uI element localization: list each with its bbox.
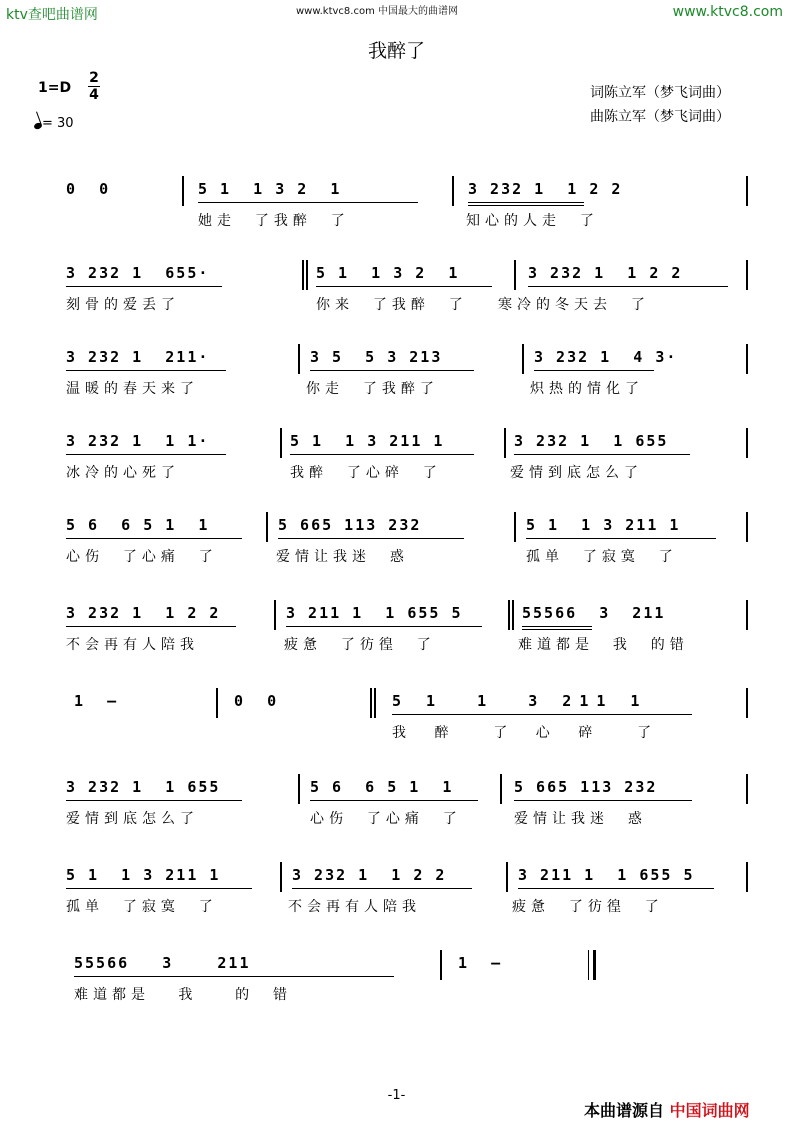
measure-notes: 0 0 [66,180,111,198]
measure-notes: 3 211 1 1 655 5 [518,866,695,884]
measure-lyrics: 爱情到底怎么了 [510,465,643,481]
site-url-right: www.ktvc8.com [672,4,783,20]
beam-line [522,629,592,630]
measure-notes: 5 1 1 3 211 1 [290,432,445,450]
final-bar-line [588,950,596,980]
measure-notes: 5 6 6 5 1 1 [310,778,454,796]
source-label: 本曲谱源自 [584,1101,665,1120]
beam-line [316,286,492,287]
repeat-bar-line [306,260,308,290]
bar-line [216,688,218,718]
measure-notes: 3 5 5 3 213 [310,348,443,366]
beam-line [534,370,654,371]
measure-lyrics: 她走 了我醉 了 [198,213,350,229]
bar-line [440,950,442,980]
measure-lyrics: 爱情到底怎么了 [66,811,199,827]
beam-line [66,626,236,627]
measure-notes: 3 232 1 1 2 2 [528,264,683,282]
beam-line [468,205,584,206]
beam-line [278,538,464,539]
measure-lyrics: 难道都是 我 的 错 [74,987,293,1003]
measure-notes: 3 232 1 1 1· [66,432,210,450]
beam-line [528,286,728,287]
measure-notes: 3 232 1 1 2 2 [468,180,623,198]
beam-line [66,286,222,287]
measure-notes: 1 – [458,954,503,972]
measure-notes: 3 232 1 655· [66,264,210,282]
measure-lyrics: 疲惫 了彷徨 了 [512,899,664,915]
bar-line [274,600,276,630]
bar-line [746,260,748,290]
beam-line [468,202,584,203]
measure-lyrics: 刻骨的爱丢了 [66,297,180,313]
bar-line [298,774,300,804]
bar-line [182,176,184,206]
beam-line [526,538,716,539]
measure-notes: 5 665 113 232 [278,516,422,534]
measure-lyrics: 不会再有人陪我 [288,899,421,915]
song-title: 我醉了 [367,40,425,62]
beam-line [290,454,474,455]
measure-notes: 0 0 [234,692,279,710]
bar-line [746,774,748,804]
beam-line [66,370,226,371]
bar-line [500,774,502,804]
beam-line [514,800,692,801]
tempo-marking [34,116,74,131]
beam-line [514,454,690,455]
measure-notes: 5 1 1 3 211 1 [66,866,221,884]
lyricist-credit: 词陈立军（梦飞词曲） [590,85,730,101]
measure-notes: 55566 3 211 [522,604,666,622]
measure-lyrics: 心伤 了心痛 了 [66,549,218,565]
measure-lyrics: 知心的人走 了 [466,213,599,229]
bar-line [746,600,748,630]
measure-lyrics: 我醉 了心碎 了 [290,465,442,481]
beam-line [66,888,252,889]
time-signature-bottom: 4 [89,87,99,103]
measure-lyrics: 爱情让我迷 惑 [276,549,409,565]
bar-line [746,176,748,206]
measure-lyrics: 冰冷的心死了 [66,465,180,481]
bar-line [506,862,508,892]
measure-notes: 3 211 1 1 655 5 [286,604,463,622]
measure-notes: 5 1 1 3 2 1 [316,264,460,282]
measure-lyrics: 爱情让我迷 惑 [514,811,647,827]
key-signature: 1=D [38,80,72,96]
site-url-center: www.ktvc8.com 中国最大的曲谱网 [296,6,459,17]
beam-line [392,714,692,715]
measure-lyrics: 孤单 了寂寞 了 [66,899,218,915]
time-signature-top: 2 [89,70,99,86]
measure-lyrics: 心伤 了心痛 了 [310,811,462,827]
bar-line [522,344,524,374]
bar-line [746,512,748,542]
bar-line [746,688,748,718]
bar-line [514,260,516,290]
measure-lyrics: 温暖的春天来了 [66,381,199,397]
bar-line [504,428,506,458]
beam-line [310,800,478,801]
beam-line [310,370,474,371]
measure-notes: 5 6 6 5 1 1 [66,516,210,534]
measure-notes: 5 1 1 3 211 1 [392,692,648,710]
bar-line [280,862,282,892]
measure-notes: 1 – [74,692,119,710]
bar-line [746,862,748,892]
beam-line [518,888,714,889]
beam-line [292,888,472,889]
bar-line [512,600,514,630]
measure-lyrics: 你来 了我醉 了 [316,297,468,313]
time-signature [86,70,102,103]
beam-line [198,202,418,203]
bar-line [280,428,282,458]
page-number: -1- [387,1088,406,1103]
measure-lyrics: 寒冷的冬天去 了 [498,297,650,313]
measure-lyrics: 难道都是 我 的错 [518,637,689,653]
measure-notes: 5 665 113 232 [514,778,658,796]
measure-notes: 55566 3 211 [74,954,251,972]
measure-lyrics: 我 醉 了 心 碎 了 [392,725,664,741]
bar-line [746,344,748,374]
measure-lyrics: 炽热的情化了 [530,381,644,397]
source-site-name: 中国词曲网 [669,1101,750,1120]
tempo-value: = 30 [42,116,74,131]
measure-notes: 5 1 1 3 211 1 [526,516,681,534]
beam-line [66,538,242,539]
beam-line [66,454,226,455]
beam-line [522,626,592,627]
measure-notes: 3 232 1 1 655 [514,432,669,450]
measure-notes: 3 232 1 1 2 2 [66,604,221,622]
measure-notes: 3 232 1 1 2 2 [292,866,447,884]
site-logo-left: ktv查吧曲谱网 [6,7,98,23]
measure-lyrics: 你走 了我醉了 [306,381,439,397]
bar-line [746,428,748,458]
bar-line [298,344,300,374]
measure-notes: 5 1 1 3 2 1 [198,180,342,198]
measure-lyrics: 孤单 了寂寞 了 [526,549,678,565]
beam-line [74,976,394,977]
measure-notes: 3 232 1 1 655 [66,778,221,796]
beam-line [286,626,482,627]
composer-credit: 曲陈立军（梦飞词曲） [590,109,730,125]
measure-notes: 3 232 1 4 3· [534,348,678,366]
repeat-bar-line [302,260,304,290]
beam-line [66,800,242,801]
bar-line [452,176,454,206]
measure-notes: 3 232 1 211· [66,348,210,366]
repeat-bar-line [374,688,376,718]
repeat-bar-line [370,688,372,718]
bar-line [508,600,510,630]
measure-lyrics: 不会再有人陪我 [66,637,199,653]
bar-line [266,512,268,542]
source-credit [584,1098,750,1121]
measure-lyrics: 疲惫 了彷徨 了 [284,637,436,653]
bar-line [514,512,516,542]
